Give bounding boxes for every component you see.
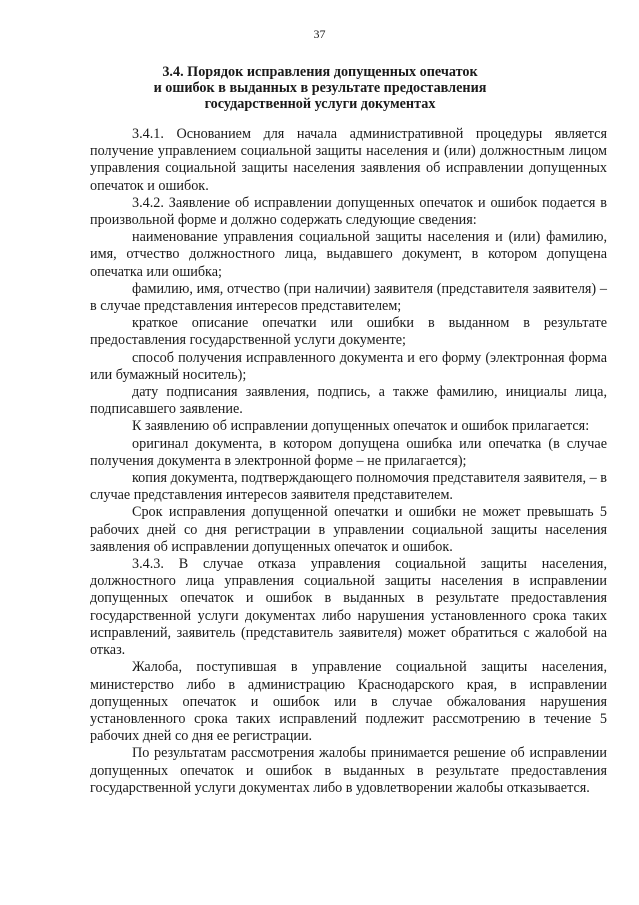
section-heading (90, 64, 550, 112)
paragraph-3-4-3: 3.4.3. В случае отказа управления социальной защиты населения, должностного лица управления социальной защиты населения в исправлении допущенных опечаток и ошибок в выданных в результате предоставления государственной услуги документах либо нарушения установленного срока таких исправлений, заявитель (представитель заявителя) может обратиться с жалобой на отказ. (90, 556, 607, 659)
page-number: 37 (313, 27, 326, 41)
section-heading-line-1: 3.4. Порядок исправления допущенных опечаток (162, 64, 478, 80)
section-heading-line-2: и ошибок в выданных в результате предоставления (153, 80, 487, 96)
paragraph-attachment-copy: копия документа, подтверждающего полномочия представителя заявителя, – в случае представления интересов заявителя представителем. (90, 470, 607, 504)
paragraph-required-info-authority: наименование управления социальной защиты населения и (или) фамилию, имя, отчество должностного лица, выдавшего документ, в котором допущена опечатка или ошибка; (90, 229, 607, 280)
paragraph-complaint-review: Жалоба, поступившая в управление социальной защиты населения, министерство либо в администрацию Краснодарского края, в исправлении допущенных опечаток и ошибок или в случае обжалования нарушения установленного срока таких исправлений подлежит рассмотрению в течение 5 рабочих дней со дня ее регистрации. (90, 659, 607, 745)
paragraph-complaint-decision: По результатам рассмотрения жалобы принимается решение об исправлении допущенных опечаток и ошибок в выданных в результате предоставления государственной услуги документах либо в удовлетворении жалобы отказывается. (90, 745, 607, 796)
paragraph-required-info-applicant: фамилию, имя, отчество (при наличии) заявителя (представителя заявителя) – в случае представления интересов представителем; (90, 280, 607, 315)
paragraph-correction-deadline: Срок исправления допущенной опечатки и ошибки не может превышать 5 рабочих дней со дня регистрации в управлении социальной защиты населения заявления об исправлении допущенных опечаток и ошибок. (90, 504, 607, 555)
paragraph-3-4-2: 3.4.2. Заявление об исправлении допущенных опечаток и ошибок подается в произвольной форме и должно содержать следующие сведения: (90, 194, 607, 229)
paragraph-required-info-delivery: способ получения исправленного документа и его форму (электронная форма или бумажный носитель); (90, 349, 607, 383)
paragraph-3-4-1: 3.4.1. Основанием для начала административной процедуры является получение управлением социальной защиты населения и (или) должностным лицом управления социальной защиты населения заявления об исправлении допущенных опечаток и ошибок. (90, 126, 607, 194)
paragraph-attachment-original: оригинал документа, в котором допущена ошибка или опечатка (в случае получения документа в электронной форме – не прилагается); (90, 435, 607, 469)
paragraph-attachments: К заявлению об исправлении допущенных опечаток и ошибок прилагается: (132, 418, 590, 435)
body-text (90, 126, 607, 797)
section-heading-line-3: государственной услуги документах (204, 96, 436, 112)
paragraph-required-info-signature: дату подписания заявления, подпись, а также фамилию, инициалы лица, подписавшего заявление. (90, 384, 607, 418)
paragraph-required-info-description: краткое описание опечатки или ошибки в выданном в результате предоставления государственной услуги документе; (90, 315, 607, 349)
